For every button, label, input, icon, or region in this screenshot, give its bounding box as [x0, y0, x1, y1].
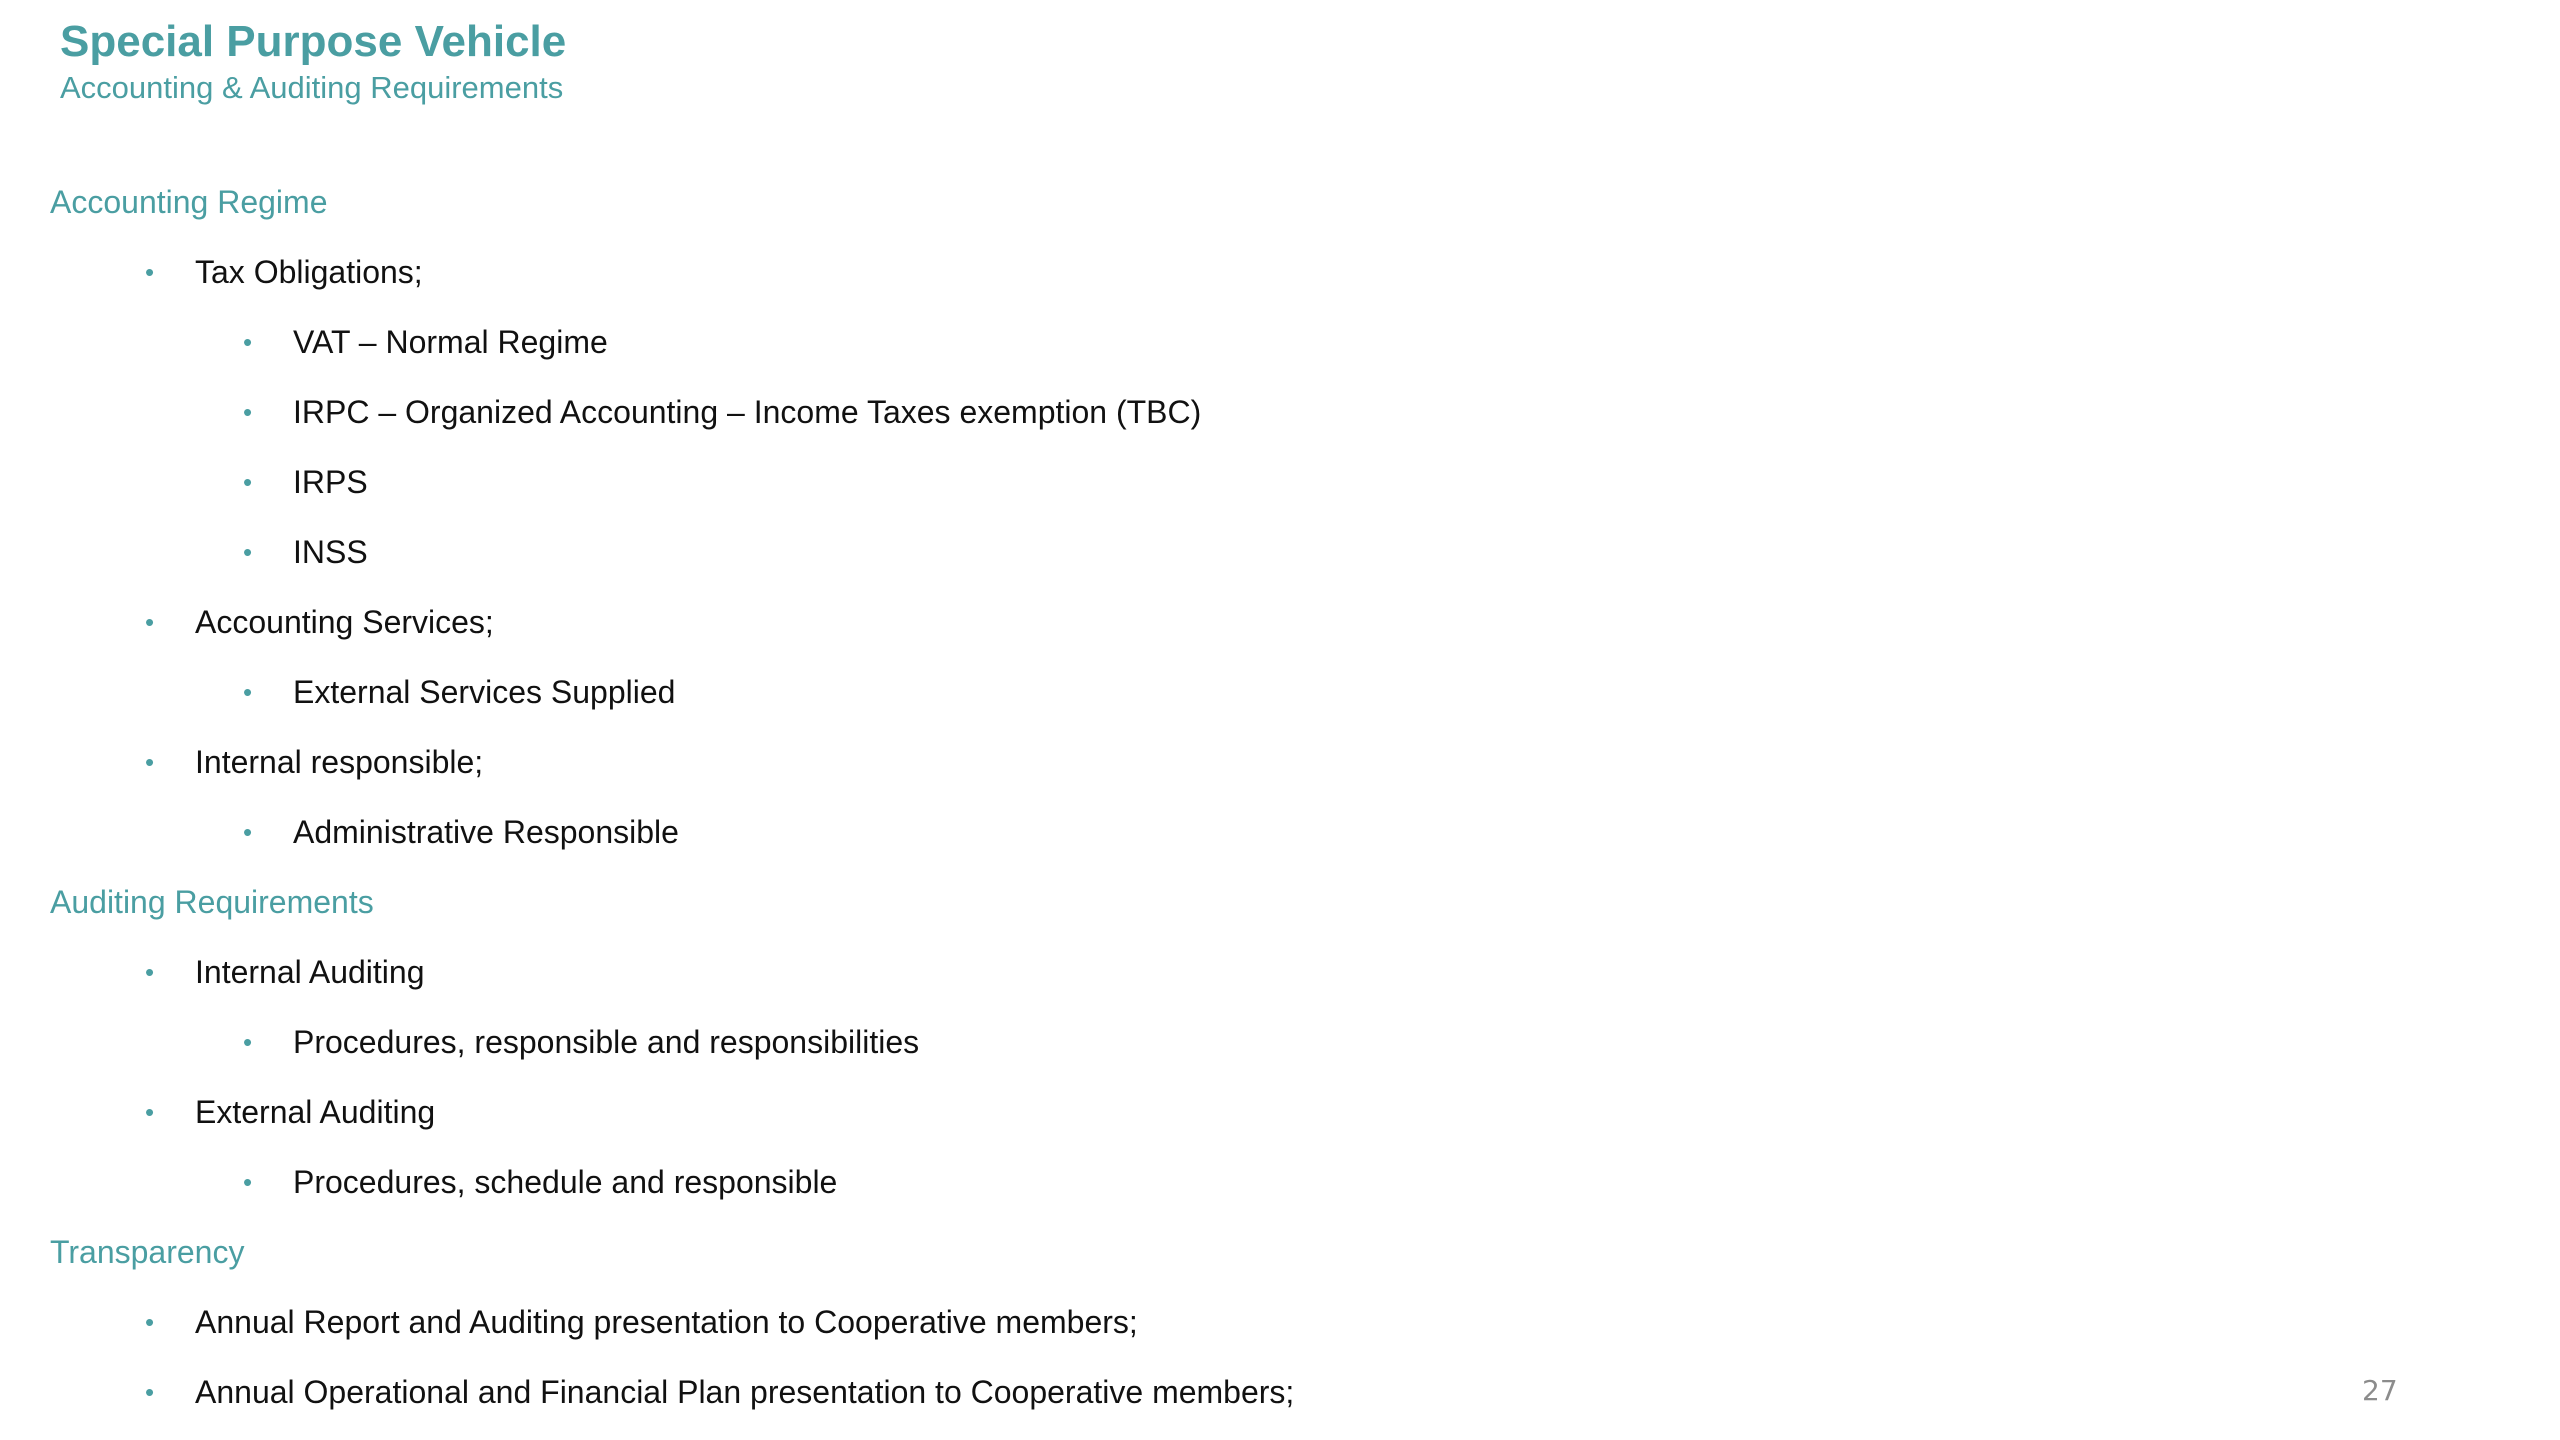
bullet-icon: •	[243, 816, 253, 847]
bullet-item-text: Accounting Services;	[195, 603, 494, 640]
bullet-item-text: Annual Operational and Financial Plan presentation to Cooperative members;	[195, 1373, 1295, 1410]
bullet-item	[50, 587, 2250, 657]
sub-bullet-item-text: Administrative Responsible	[293, 813, 679, 850]
slide-subtitle: Accounting & Auditing Requirements	[60, 70, 564, 105]
bullet-icon: •	[243, 1166, 253, 1197]
bullet-item	[50, 727, 2250, 797]
bullet-item	[50, 937, 2250, 1007]
section-heading-text: Auditing Requirements	[50, 883, 374, 920]
section-heading-text: Transparency	[50, 1233, 245, 1270]
section-heading-transparency	[50, 1217, 2250, 1287]
sub-bullet-item	[50, 307, 2250, 377]
bullet-icon: •	[145, 256, 155, 287]
bullet-item	[50, 237, 2250, 307]
slide-title: Special Purpose Vehicle	[60, 17, 567, 66]
sub-bullet-item-text: Procedures, responsible and responsibilities	[293, 1023, 920, 1060]
bullet-icon: •	[243, 1026, 253, 1057]
bullet-item-text: External Auditing	[195, 1093, 436, 1130]
bullet-icon: •	[243, 536, 253, 567]
bullet-icon: •	[145, 1306, 155, 1337]
sub-bullet-item-text: VAT – Normal Regime	[293, 323, 608, 360]
bullet-item-text: Internal responsible;	[195, 743, 484, 780]
bullet-icon: •	[145, 606, 155, 637]
bullet-item-text: Annual Report and Auditing presentation to Cooperative members;	[195, 1303, 1138, 1340]
sub-bullet-item-text: IRPC – Organized Accounting – Income Taxes exemption (TBC)	[293, 393, 1202, 430]
section-heading-text: Accounting Regime	[50, 183, 328, 220]
sub-bullet-item-text: IRPS	[293, 463, 368, 500]
bullet-item-text: Tax Obligations;	[195, 253, 423, 290]
bullet-icon: •	[243, 676, 253, 707]
bullet-item-text: Internal Auditing	[195, 953, 425, 990]
slide-content	[50, 167, 2250, 1427]
bullet-icon: •	[145, 746, 155, 777]
bullet-icon: •	[145, 956, 155, 987]
sub-bullet-item	[50, 447, 2250, 517]
sub-bullet-item	[50, 657, 2250, 727]
bullet-item	[50, 1357, 2250, 1427]
bullet-icon: •	[145, 1376, 155, 1407]
bullet-icon: •	[243, 326, 253, 357]
bullet-icon: •	[243, 466, 253, 497]
bullet-icon: •	[145, 1096, 155, 1127]
section-heading-accounting-regime	[50, 167, 2250, 237]
section-heading-auditing-requirements	[50, 867, 2250, 937]
sub-bullet-item-text: Procedures, schedule and responsible	[293, 1163, 838, 1200]
sub-bullet-item-text: INSS	[293, 533, 368, 570]
sub-bullet-item	[50, 1007, 2250, 1077]
slide-header	[60, 14, 566, 106]
bullet-item	[50, 1077, 2250, 1147]
page-number: 27	[2362, 1374, 2398, 1407]
sub-bullet-item	[50, 1147, 2250, 1217]
sub-bullet-item	[50, 377, 2250, 447]
sub-bullet-item	[50, 797, 2250, 867]
sub-bullet-item	[50, 517, 2250, 587]
sub-bullet-item-text: External Services Supplied	[293, 673, 676, 710]
bullet-icon: •	[243, 396, 253, 427]
bullet-item	[50, 1287, 2250, 1357]
